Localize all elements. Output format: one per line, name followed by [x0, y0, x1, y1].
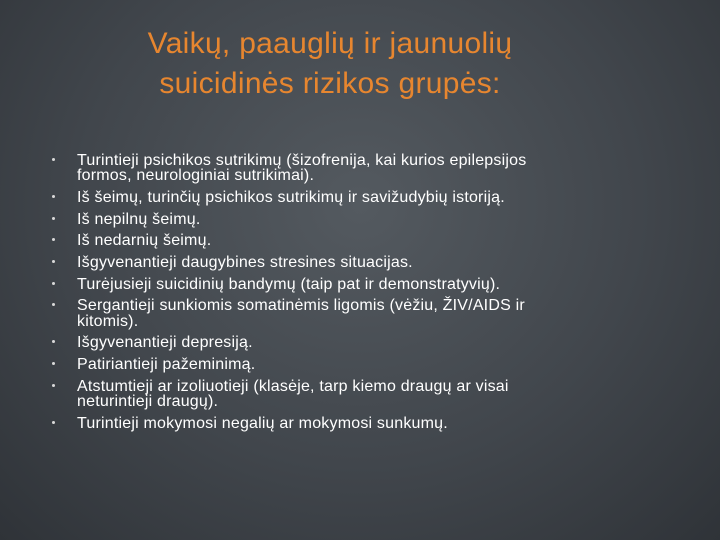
- list-item-text: Patiriantieji pažeminimą.: [77, 356, 256, 374]
- list-item-text: Išgyvenantieji daugybines stresines situacijas.: [77, 254, 413, 272]
- risk-group-list: [52, 153, 612, 437]
- bullet-icon: [52, 158, 55, 161]
- list-item: [52, 298, 612, 329]
- list-item-text: Turėjusieji suicidinių bandymų (taip pat ir demonstratyvių).: [77, 275, 501, 293]
- bullet-icon: [52, 238, 55, 241]
- list-item: [52, 190, 612, 205]
- list-item-text: Sergantieji sunkiomis somatinėmis ligomis (vėžiu, ŽIV/AIDS ir: [77, 297, 525, 315]
- list-item-text-continued: neturintieji draugų).: [77, 393, 219, 411]
- bullet-icon: [52, 384, 55, 387]
- bullet-icon: [52, 260, 55, 263]
- bullet-icon: [52, 362, 55, 365]
- list-item-text-continued: kitomis).: [77, 312, 139, 330]
- bullet-icon: [52, 217, 55, 220]
- bullet-icon: [52, 421, 55, 424]
- list-item-text: Iš nepilnų šeimų.: [77, 210, 201, 228]
- list-item-text: Turintieji mokymosi negalių ar mokymosi sunkumų.: [77, 414, 448, 432]
- list-item-text: Turintieji psichikos sutrikimų (šizofrenija, kai kurios epilepsijos: [77, 152, 527, 169]
- slide-title: [0, 24, 660, 104]
- list-item-text: Išgyvenantieji depresiją.: [77, 334, 253, 352]
- list-item: [52, 233, 612, 248]
- bullet-icon: [52, 282, 55, 285]
- list-item: [52, 416, 612, 431]
- slide-title-line-1: Vaikų, paauglių ir jaunuolių: [147, 27, 513, 60]
- list-item: [52, 153, 612, 184]
- list-item: [52, 335, 612, 350]
- bullet-icon: [52, 195, 55, 198]
- slide-title-line-2: suicidinės rizikos grupės:: [159, 67, 501, 100]
- list-item: [52, 379, 612, 410]
- list-item: [52, 277, 612, 292]
- list-item-text: Atstumtieji ar izoliuotieji (klasėje, tarp kiemo draugų ar visai: [77, 377, 509, 395]
- list-item-text: Iš šeimų, turinčių psichikos sutrikimų ir savižudybių istoriją.: [77, 188, 505, 206]
- list-item: [52, 212, 612, 227]
- list-item-text: Iš nedarnių šeimų.: [77, 232, 212, 250]
- bullet-icon: [52, 340, 55, 343]
- list-item-text-continued: formos, neurologiniai sutrikimai).: [77, 167, 315, 185]
- list-item: [52, 255, 612, 270]
- list-item: [52, 357, 612, 372]
- bullet-icon: [52, 303, 55, 306]
